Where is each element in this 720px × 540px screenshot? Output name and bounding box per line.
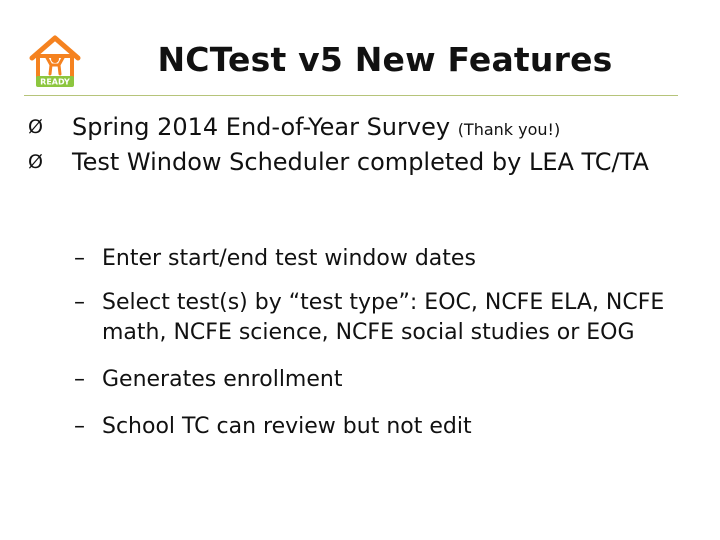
bullet-text: Spring 2014 End-of-Year Survey bbox=[72, 113, 458, 141]
logo-text: READY bbox=[40, 77, 70, 87]
dash-bullet: – bbox=[74, 414, 85, 439]
dash-bullet: – bbox=[74, 246, 85, 271]
bullet-item bbox=[28, 147, 688, 178]
title-divider bbox=[24, 95, 678, 96]
sub-bullet-text: Select test(s) by “test type”: EOC, NCFE ELA, NCFE math, NCFE science, NCFE social studies or EOG bbox=[102, 290, 665, 345]
ready-logo-icon bbox=[26, 32, 84, 90]
sub-bullet-text: Enter start/end test window dates bbox=[102, 246, 476, 271]
sub-bullet-item bbox=[74, 412, 704, 442]
slide-title: NCTest v5 New Features bbox=[157, 40, 613, 79]
sub-bullet-text: Generates enrollment bbox=[102, 367, 343, 392]
sub-bullet-item bbox=[74, 244, 704, 274]
sub-bullet-item bbox=[74, 288, 704, 348]
arrow-bullet-icon: Ø bbox=[28, 151, 43, 173]
dash-bullet: – bbox=[74, 290, 85, 315]
bullet-list bbox=[28, 112, 688, 180]
sub-bullet-text: School TC can review but not edit bbox=[102, 414, 472, 439]
sub-bullet-list bbox=[74, 244, 704, 442]
arrow-bullet-icon: Ø bbox=[28, 116, 43, 138]
ready-logo bbox=[26, 32, 84, 90]
sub-bullet-item bbox=[74, 365, 704, 395]
bullet-text: Test Window Scheduler completed by LEA TC/TA bbox=[72, 148, 649, 176]
dash-bullet: – bbox=[74, 367, 85, 392]
bullet-item bbox=[28, 112, 688, 145]
bullet-note: (Thank you!) bbox=[457, 120, 561, 139]
